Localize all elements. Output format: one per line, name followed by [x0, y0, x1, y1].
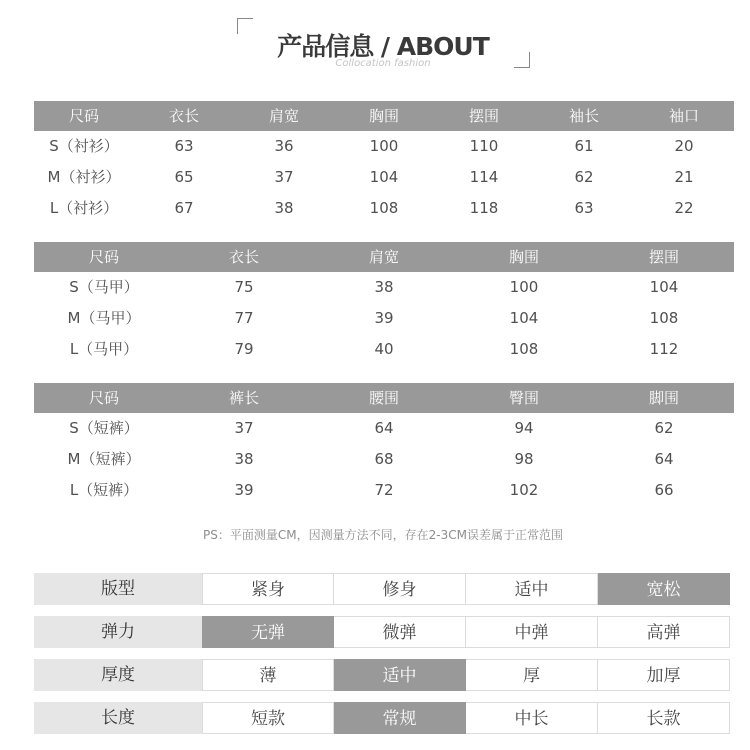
- attribute-row-length: [34, 702, 732, 734]
- attribute-option: 宽松: [598, 573, 730, 605]
- table-cell: 79: [234, 340, 254, 358]
- table-cell: 63: [574, 199, 594, 217]
- title-corner-bottom-right: [514, 52, 530, 68]
- table-cell: S（短裤）: [69, 419, 139, 437]
- attribute-option: 无弹: [202, 616, 334, 648]
- header-cell: 衣长: [168, 107, 199, 125]
- table-cell: 108: [649, 309, 679, 327]
- attribute-option: 加厚: [598, 659, 730, 691]
- attribute-option: 适中: [466, 573, 598, 605]
- header-cell: 衣长: [228, 248, 259, 266]
- table-cell: 104: [369, 168, 399, 186]
- size-table-vest: [34, 242, 734, 365]
- attribute-option: 中弹: [466, 616, 598, 648]
- table-cell: 72: [374, 481, 394, 499]
- attribute-option: 常规: [334, 702, 466, 734]
- table-cell: 108: [369, 199, 399, 217]
- attribute-option: 高弹: [598, 616, 730, 648]
- table-cell: 40: [374, 340, 394, 358]
- table-row: [34, 272, 734, 303]
- attribute-option: 紧身: [202, 573, 334, 605]
- table-cell: 98: [514, 450, 534, 468]
- table-cell: 61: [574, 137, 594, 155]
- table-cell: 104: [509, 309, 539, 327]
- table-header: [34, 101, 734, 131]
- header-cell: 尺码: [88, 248, 119, 266]
- table-cell: 63: [174, 137, 194, 155]
- table-cell: 108: [509, 340, 539, 358]
- header-cell: 摆围: [468, 107, 499, 125]
- table-cell: 39: [234, 481, 254, 499]
- header-cell: 腰围: [368, 389, 399, 407]
- header-cell: 尺码: [88, 389, 119, 407]
- attribute-option: 厚: [466, 659, 598, 691]
- table-cell: 22: [674, 199, 694, 217]
- header-cell: 肩宽: [368, 248, 399, 266]
- attribute-label: 弹力: [34, 616, 202, 648]
- table-cell: S（衬衫）: [49, 137, 119, 155]
- attribute-option: 薄: [202, 659, 334, 691]
- table-cell: 100: [509, 278, 539, 296]
- attribute-label: 厚度: [34, 659, 202, 691]
- table-row: [34, 444, 734, 475]
- header-cell: 裤长: [228, 389, 259, 407]
- table-cell: 62: [574, 168, 594, 186]
- attribute-option: 长款: [598, 702, 730, 734]
- table-row: [34, 334, 734, 365]
- header-cell: 肩宽: [268, 107, 299, 125]
- table-cell: 112: [649, 340, 679, 358]
- table-cell: 110: [469, 137, 499, 155]
- header-cell: 袖口: [668, 107, 699, 125]
- table-row: [34, 475, 734, 506]
- table-cell: M（衬衫）: [47, 168, 121, 186]
- table-cell: M（马甲）: [67, 309, 141, 327]
- attribute-option: 修身: [334, 573, 466, 605]
- table-header: [34, 383, 734, 413]
- page-header: [0, 0, 750, 80]
- size-table-shirt: [34, 101, 734, 224]
- table-cell: 68: [374, 450, 394, 468]
- table-cell: 100: [369, 137, 399, 155]
- page-subtitle: Collocation fashion: [335, 58, 431, 69]
- table-cell: 114: [469, 168, 499, 186]
- attribute-row-thickness: [34, 659, 732, 691]
- table-cell: 65: [174, 168, 194, 186]
- table-cell: 62: [654, 419, 674, 437]
- table-cell: 38: [274, 199, 294, 217]
- table-cell: 64: [654, 450, 674, 468]
- table-row: [34, 413, 734, 444]
- table-cell: 38: [374, 278, 394, 296]
- table-cell: 104: [649, 278, 679, 296]
- table-cell: 64: [374, 419, 394, 437]
- table-cell: S（马甲）: [69, 278, 139, 296]
- attribute-option: 微弹: [334, 616, 466, 648]
- table-cell: L（马甲）: [69, 340, 139, 358]
- table-cell: 75: [234, 278, 254, 296]
- table-cell: 39: [374, 309, 394, 327]
- header-cell: 胸围: [508, 248, 539, 266]
- table-cell: 20: [674, 137, 694, 155]
- attribute-label: 版型: [34, 573, 202, 605]
- header-cell: 臀围: [508, 389, 539, 407]
- table-cell: 36: [274, 137, 294, 155]
- table-cell: L（衬衫）: [49, 199, 119, 217]
- attribute-row-elasticity: [34, 616, 732, 648]
- header-cell: 袖长: [568, 107, 599, 125]
- table-row: [34, 303, 734, 334]
- table-cell: 37: [234, 419, 254, 437]
- header-cell: 尺码: [68, 107, 99, 125]
- attribute-option: 中长: [466, 702, 598, 734]
- header-cell: 摆围: [648, 248, 679, 266]
- table-row: [34, 193, 734, 224]
- attribute-row-fit: [34, 573, 732, 605]
- table-cell: 21: [674, 168, 694, 186]
- table-row: [34, 162, 734, 193]
- table-cell: 102: [509, 481, 539, 499]
- table-cell: 94: [514, 419, 534, 437]
- measurement-note: PS：平面测量CM，因测量方法不同，存在2-3CM误差属于正常范围: [203, 528, 563, 542]
- table-cell: 66: [654, 481, 674, 499]
- table-cell: 67: [174, 199, 194, 217]
- table-cell: 38: [234, 450, 254, 468]
- page-title: 产品信息 / ABOUT: [277, 32, 489, 61]
- table-row: [34, 131, 734, 162]
- header-cell: 脚围: [648, 389, 679, 407]
- size-table-shorts: [34, 383, 734, 506]
- table-cell: 77: [234, 309, 254, 327]
- table-cell: M（短裤）: [67, 450, 141, 468]
- header-cell: 胸围: [368, 107, 399, 125]
- table-cell: L（短裤）: [69, 481, 139, 499]
- attribute-option: 适中: [334, 659, 466, 691]
- table-header: [34, 242, 734, 272]
- table-cell: 37: [274, 168, 294, 186]
- attribute-option: 短款: [202, 702, 334, 734]
- table-cell: 118: [469, 199, 499, 217]
- attribute-label: 长度: [34, 702, 202, 734]
